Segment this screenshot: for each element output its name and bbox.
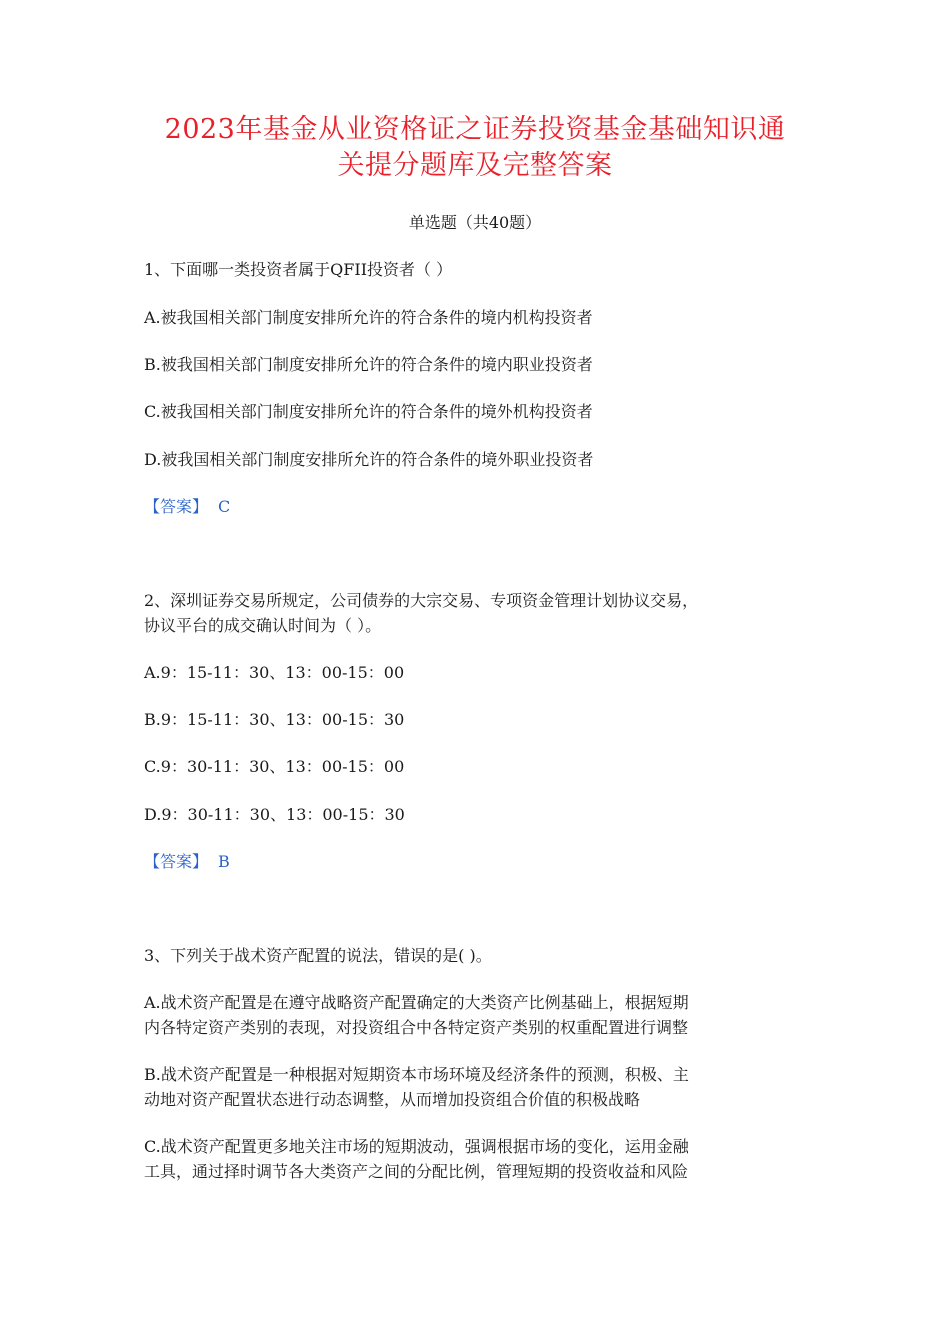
- q2-answer: [144, 850, 814, 874]
- q1-answer-label: 【答案】: [144, 497, 209, 516]
- q2-stem-line-1: 2、深圳证券交易所规定，公司债券的大宗交易、专项资金管理计划协议交易，: [144, 591, 699, 610]
- title-line-1: 2023年基金从业资格证之证券投资基金基础知识通: [164, 114, 786, 145]
- q3-option-a-line-1: A.战术资产配置是在遵守战略资产配置确定的大类资产比例基础上，根据短期: [144, 993, 689, 1012]
- q1-answer: [144, 495, 814, 519]
- q2-option-b: B.9：15-11：30、13：00-15：30: [144, 710, 405, 729]
- q1-answer-value: C: [218, 497, 231, 516]
- q1-option-a: A.被我国相关部门制度安排所允许的符合条件的境内机构投资者: [144, 308, 593, 327]
- q3-option-b-line-1: B.战术资产配置是一种根据对短期资本市场环境及经济条件的预测，积极、主: [144, 1065, 689, 1084]
- q3-option-b-line-2: 动地对资产配置状态进行动态调整，从而增加投资组合价值的积极战略: [144, 1090, 641, 1109]
- q2-answer-value: B: [218, 852, 230, 871]
- q3-option-c-line-2: 工具，通过择时调节各大类资产之间的分配比例，管理短期的投资收益和风险: [144, 1162, 689, 1181]
- q1-option-c: C.被我国相关部门制度安排所允许的符合条件的境外机构投资者: [144, 402, 593, 421]
- q2-option-c: C.9：30-11：30、13：00-15：00: [144, 757, 405, 776]
- q3-option-c-line-1: C.战术资产配置更多地关注市场的短期波动，强调根据市场的变化，运用金融: [144, 1137, 689, 1156]
- q1-option-d: D.被我国相关部门制度安排所允许的符合条件的境外职业投资者: [144, 450, 594, 469]
- q2-answer-label: 【答案】: [144, 852, 209, 871]
- q2-option-d: D.9：30-11：30、13：00-15：30: [144, 805, 405, 824]
- q3-stem: 3、下列关于战术资产配置的说法，错误的是( )。: [144, 946, 492, 965]
- q1-stem: 1、下面哪一类投资者属于QFII投资者（ ）: [144, 260, 453, 279]
- document-title: [100, 112, 850, 184]
- section-heading: 单选题（共40题）: [408, 213, 542, 232]
- q3-option-a-line-2: 内各特定资产类别的表现，对投资组合中各特定资产类别的权重配置进行调整: [144, 1018, 689, 1037]
- q2-option-a: A.9：15-11：30、13：00-15：00: [144, 663, 405, 682]
- q2-stem-line-2: 协议平台的成交确认时间为（ ）。: [144, 616, 382, 635]
- q1-option-b: B.被我国相关部门制度安排所允许的符合条件的境内职业投资者: [144, 355, 593, 374]
- title-line-2: 关提分题库及完整答案: [337, 150, 613, 181]
